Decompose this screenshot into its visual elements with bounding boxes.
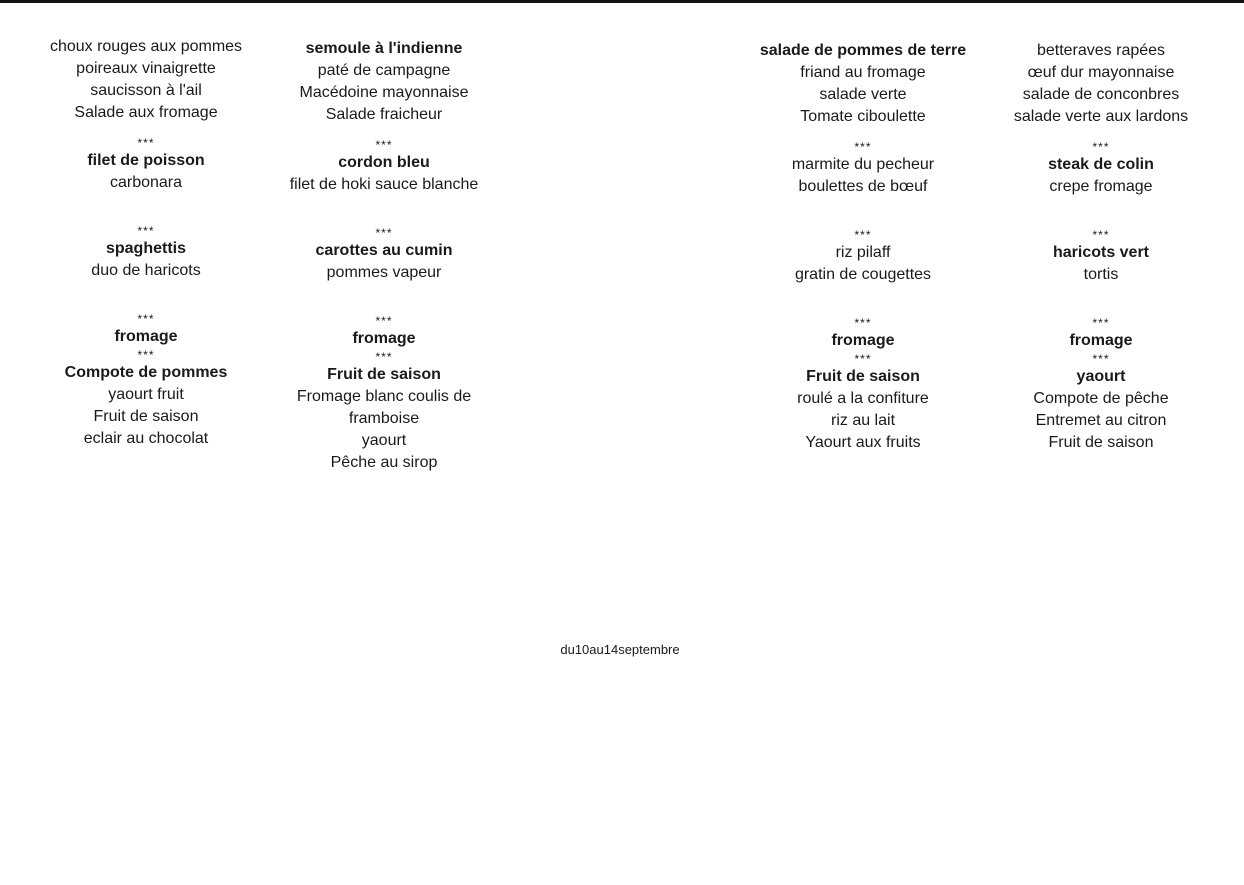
cheese-course: fromage bbox=[1069, 332, 1133, 349]
dessert-alt: roulé a la confiture bbox=[797, 390, 929, 407]
dessert-alt: eclair au chocolat bbox=[83, 430, 209, 447]
side-dish-alt: duo de haricots bbox=[91, 262, 201, 279]
dessert-alt: framboise bbox=[348, 410, 420, 427]
main-course: cordon bleu bbox=[338, 154, 430, 171]
side-dish: riz pilaff bbox=[835, 244, 891, 261]
dessert-alt: Compote de pêche bbox=[1033, 390, 1169, 407]
dessert-alt: Pêche au sirop bbox=[330, 454, 438, 471]
starter-2: friand au fromage bbox=[800, 64, 926, 81]
top-border-line bbox=[0, 0, 1244, 3]
starter-1: choux rouges aux pommes bbox=[49, 38, 243, 55]
separator: *** bbox=[375, 314, 393, 328]
separator: *** bbox=[854, 228, 872, 242]
main-course: filet de poisson bbox=[87, 152, 205, 169]
starter-3: saucisson à l'ail bbox=[90, 82, 202, 99]
side-dish-alt: pommes vapeur bbox=[326, 264, 442, 281]
cheese-course: fromage bbox=[352, 330, 416, 347]
starter-1: semoule à l'indienne bbox=[305, 40, 463, 57]
separator: *** bbox=[854, 352, 872, 366]
separator: *** bbox=[137, 312, 155, 326]
separator: *** bbox=[1092, 228, 1110, 242]
starter-3: salade verte bbox=[819, 86, 907, 103]
separator: *** bbox=[854, 316, 872, 330]
separator: *** bbox=[375, 226, 393, 240]
starter-4: Salade aux fromage bbox=[74, 104, 218, 121]
starter-3: salade de conconbres bbox=[1022, 86, 1180, 103]
dessert: yaourt bbox=[1076, 368, 1126, 385]
menu-day-1 bbox=[26, 36, 266, 450]
dessert: Fruit de saison bbox=[806, 368, 920, 385]
dessert-alt: Fruit de saison bbox=[1048, 434, 1154, 451]
starter-1: betteraves rapées bbox=[1036, 42, 1166, 59]
starter-2: poireaux vinaigrette bbox=[76, 60, 216, 77]
menu-day-4 bbox=[981, 40, 1221, 454]
main-course-alt: filet de hoki sauce blanche bbox=[289, 176, 479, 193]
starter-1: salade de pommes de terre bbox=[759, 42, 967, 59]
starter-3: Macédoine mayonnaise bbox=[299, 84, 469, 101]
main-course-alt: crepe fromage bbox=[1049, 178, 1153, 195]
main-course: marmite du pecheur bbox=[791, 156, 935, 173]
starter-2: paté de campagne bbox=[317, 62, 451, 79]
dessert-alt: yaourt fruit bbox=[108, 386, 184, 403]
cheese-course: fromage bbox=[114, 328, 178, 345]
main-course-alt: boulettes de bœuf bbox=[798, 178, 928, 195]
dessert-alt: Yaourt aux fruits bbox=[805, 434, 921, 451]
dessert-alt: riz au lait bbox=[830, 412, 896, 429]
dessert-alt: Fromage blanc coulis de bbox=[296, 388, 472, 405]
separator: *** bbox=[1092, 316, 1110, 330]
separator: *** bbox=[137, 224, 155, 238]
dessert: Fruit de saison bbox=[327, 366, 441, 383]
menu-day-2 bbox=[264, 38, 504, 474]
separator: *** bbox=[137, 136, 155, 150]
main-course-alt: carbonara bbox=[109, 174, 183, 191]
starter-2: œuf dur mayonnaise bbox=[1027, 64, 1175, 81]
separator: *** bbox=[375, 138, 393, 152]
side-dish: carottes au cumin bbox=[315, 242, 453, 259]
dessert: Compote de pommes bbox=[64, 364, 228, 381]
starter-4: salade verte aux lardons bbox=[1013, 108, 1189, 125]
separator: *** bbox=[854, 140, 872, 154]
dessert-alt: Entremet au citron bbox=[1035, 412, 1167, 429]
starter-4: Tomate ciboulette bbox=[800, 108, 926, 125]
menu-day-3 bbox=[743, 40, 983, 454]
main-course: steak de colin bbox=[1048, 156, 1154, 173]
separator: *** bbox=[137, 348, 155, 362]
side-dish: spaghettis bbox=[105, 240, 186, 257]
week-date-label: du10au14septembre bbox=[560, 642, 680, 657]
starter-4: Salade fraicheur bbox=[325, 106, 443, 123]
side-dish-alt: tortis bbox=[1083, 266, 1119, 283]
separator: *** bbox=[1092, 352, 1110, 366]
separator: *** bbox=[375, 350, 393, 364]
side-dish: haricots vert bbox=[1052, 244, 1150, 261]
side-dish-alt: gratin de cougettes bbox=[794, 266, 932, 283]
dessert-alt: yaourt bbox=[361, 432, 407, 449]
dessert-alt: Fruit de saison bbox=[93, 408, 199, 425]
cheese-course: fromage bbox=[831, 332, 895, 349]
separator: *** bbox=[1092, 140, 1110, 154]
